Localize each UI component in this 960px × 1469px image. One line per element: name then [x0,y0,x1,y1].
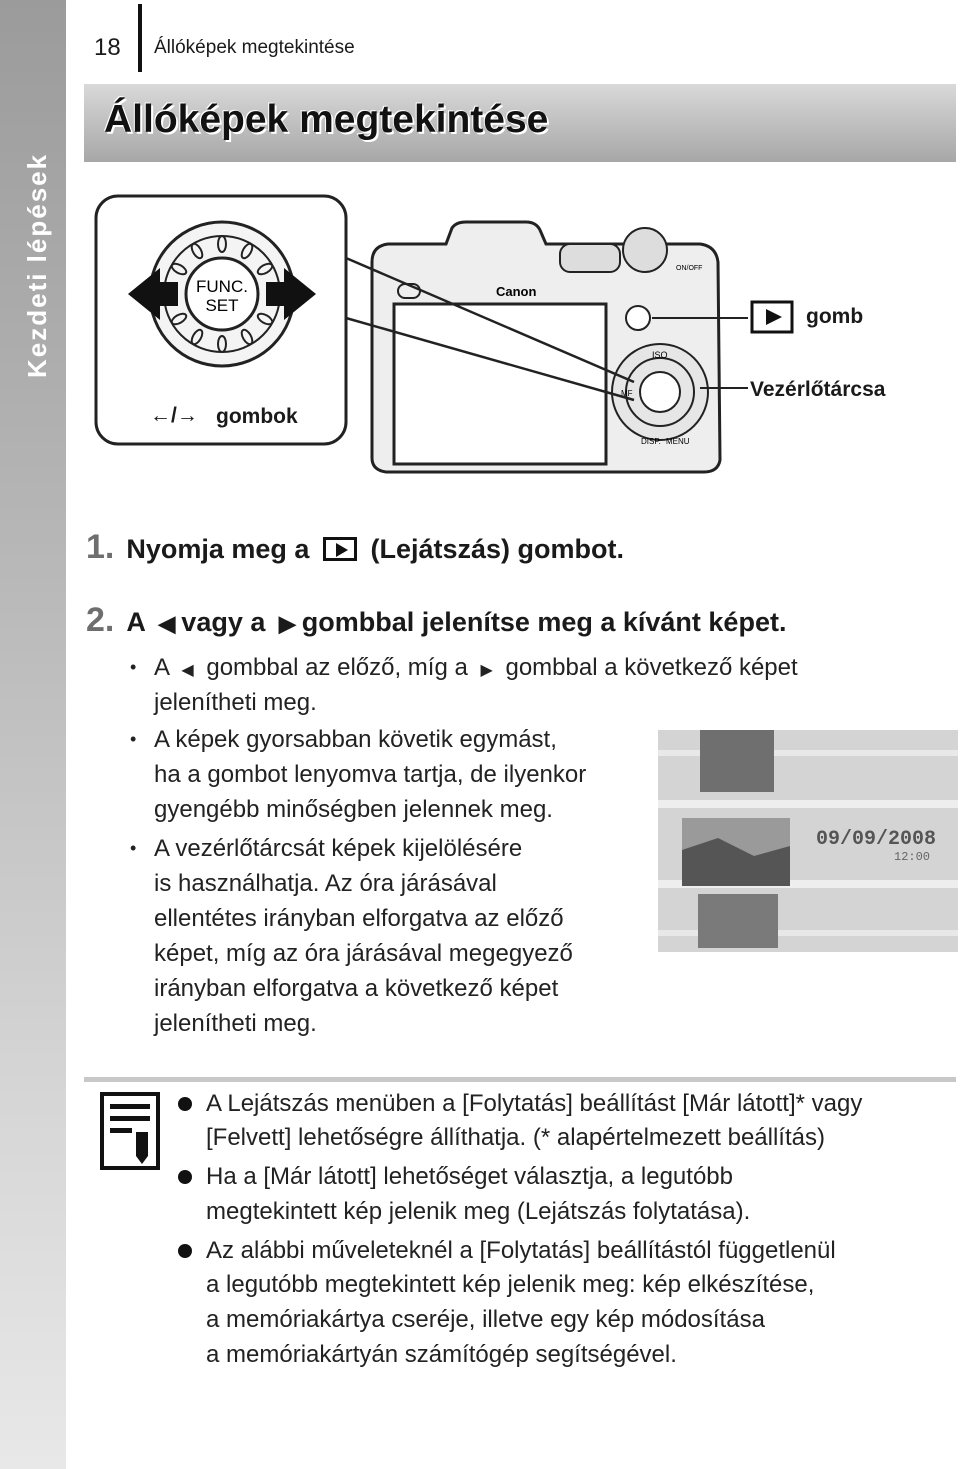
onoff-label: ON/OFF [676,265,703,272]
step-text: gombbal jelenítse meg a kívánt képet. [301,607,787,637]
step-text: vagy a [181,607,266,637]
camera-illustration [0,0,960,500]
bullet-disc [178,1170,192,1184]
step-text: (Lejátszás) gombot. [370,534,624,564]
arrows-label: gombok [216,405,298,428]
preview-time: 12:00 [894,850,931,864]
right-arrow-icon: ▶ [480,662,493,679]
left-arrow-icon: ◀ [158,611,176,636]
play-button-label: gomb [806,305,864,328]
set-label: SET [205,296,239,315]
note-divider [84,1077,956,1082]
page-number: 18 [94,34,121,61]
step-1 [86,528,624,567]
mode-dial [623,228,667,272]
step-number: 2. [86,601,115,639]
left-arrow-icon: ◀ [181,662,194,679]
mf-label: MF [621,389,633,398]
bullet-text: A [154,654,169,681]
iso-label: ISO [652,350,668,360]
bullet-disc [178,1097,192,1111]
lcd-preview-image [658,730,958,952]
step-2 [86,601,786,640]
step-text: Nyomja meg a [126,534,310,564]
preview-date: 09/09/2008 [816,828,937,851]
thumb-image-1 [700,730,774,792]
side-tab-label: Kezdeti lépések [22,152,52,378]
note-memo-icon [100,1092,160,1170]
right-arrow-icon: ▶ [278,611,296,636]
camera-body [372,222,720,472]
zoom-lever [560,244,620,272]
camera-brand: Canon [496,284,537,299]
control-dial-label: Vezérlőtárcsa [750,378,886,401]
step-text: A [126,607,145,637]
play-button-icon [626,306,650,330]
bullet-text: gombbal a következő képet [505,654,798,681]
step-number: 1. [86,528,115,566]
play-button-icon [323,537,357,561]
bullet-disc [178,1244,192,1258]
thumb-image-3 [698,894,778,948]
arrows-glyph: ←/→ [150,404,198,427]
menu-label: MENU [666,437,690,446]
func-label: FUNC. [196,277,248,296]
page-title: Állóképek megtekintése [104,98,549,141]
disp-label: DISP. [641,437,661,446]
running-head: Állóképek megtekintése [154,37,355,58]
bullet-text: gombbal az előző, míg a [206,654,468,681]
